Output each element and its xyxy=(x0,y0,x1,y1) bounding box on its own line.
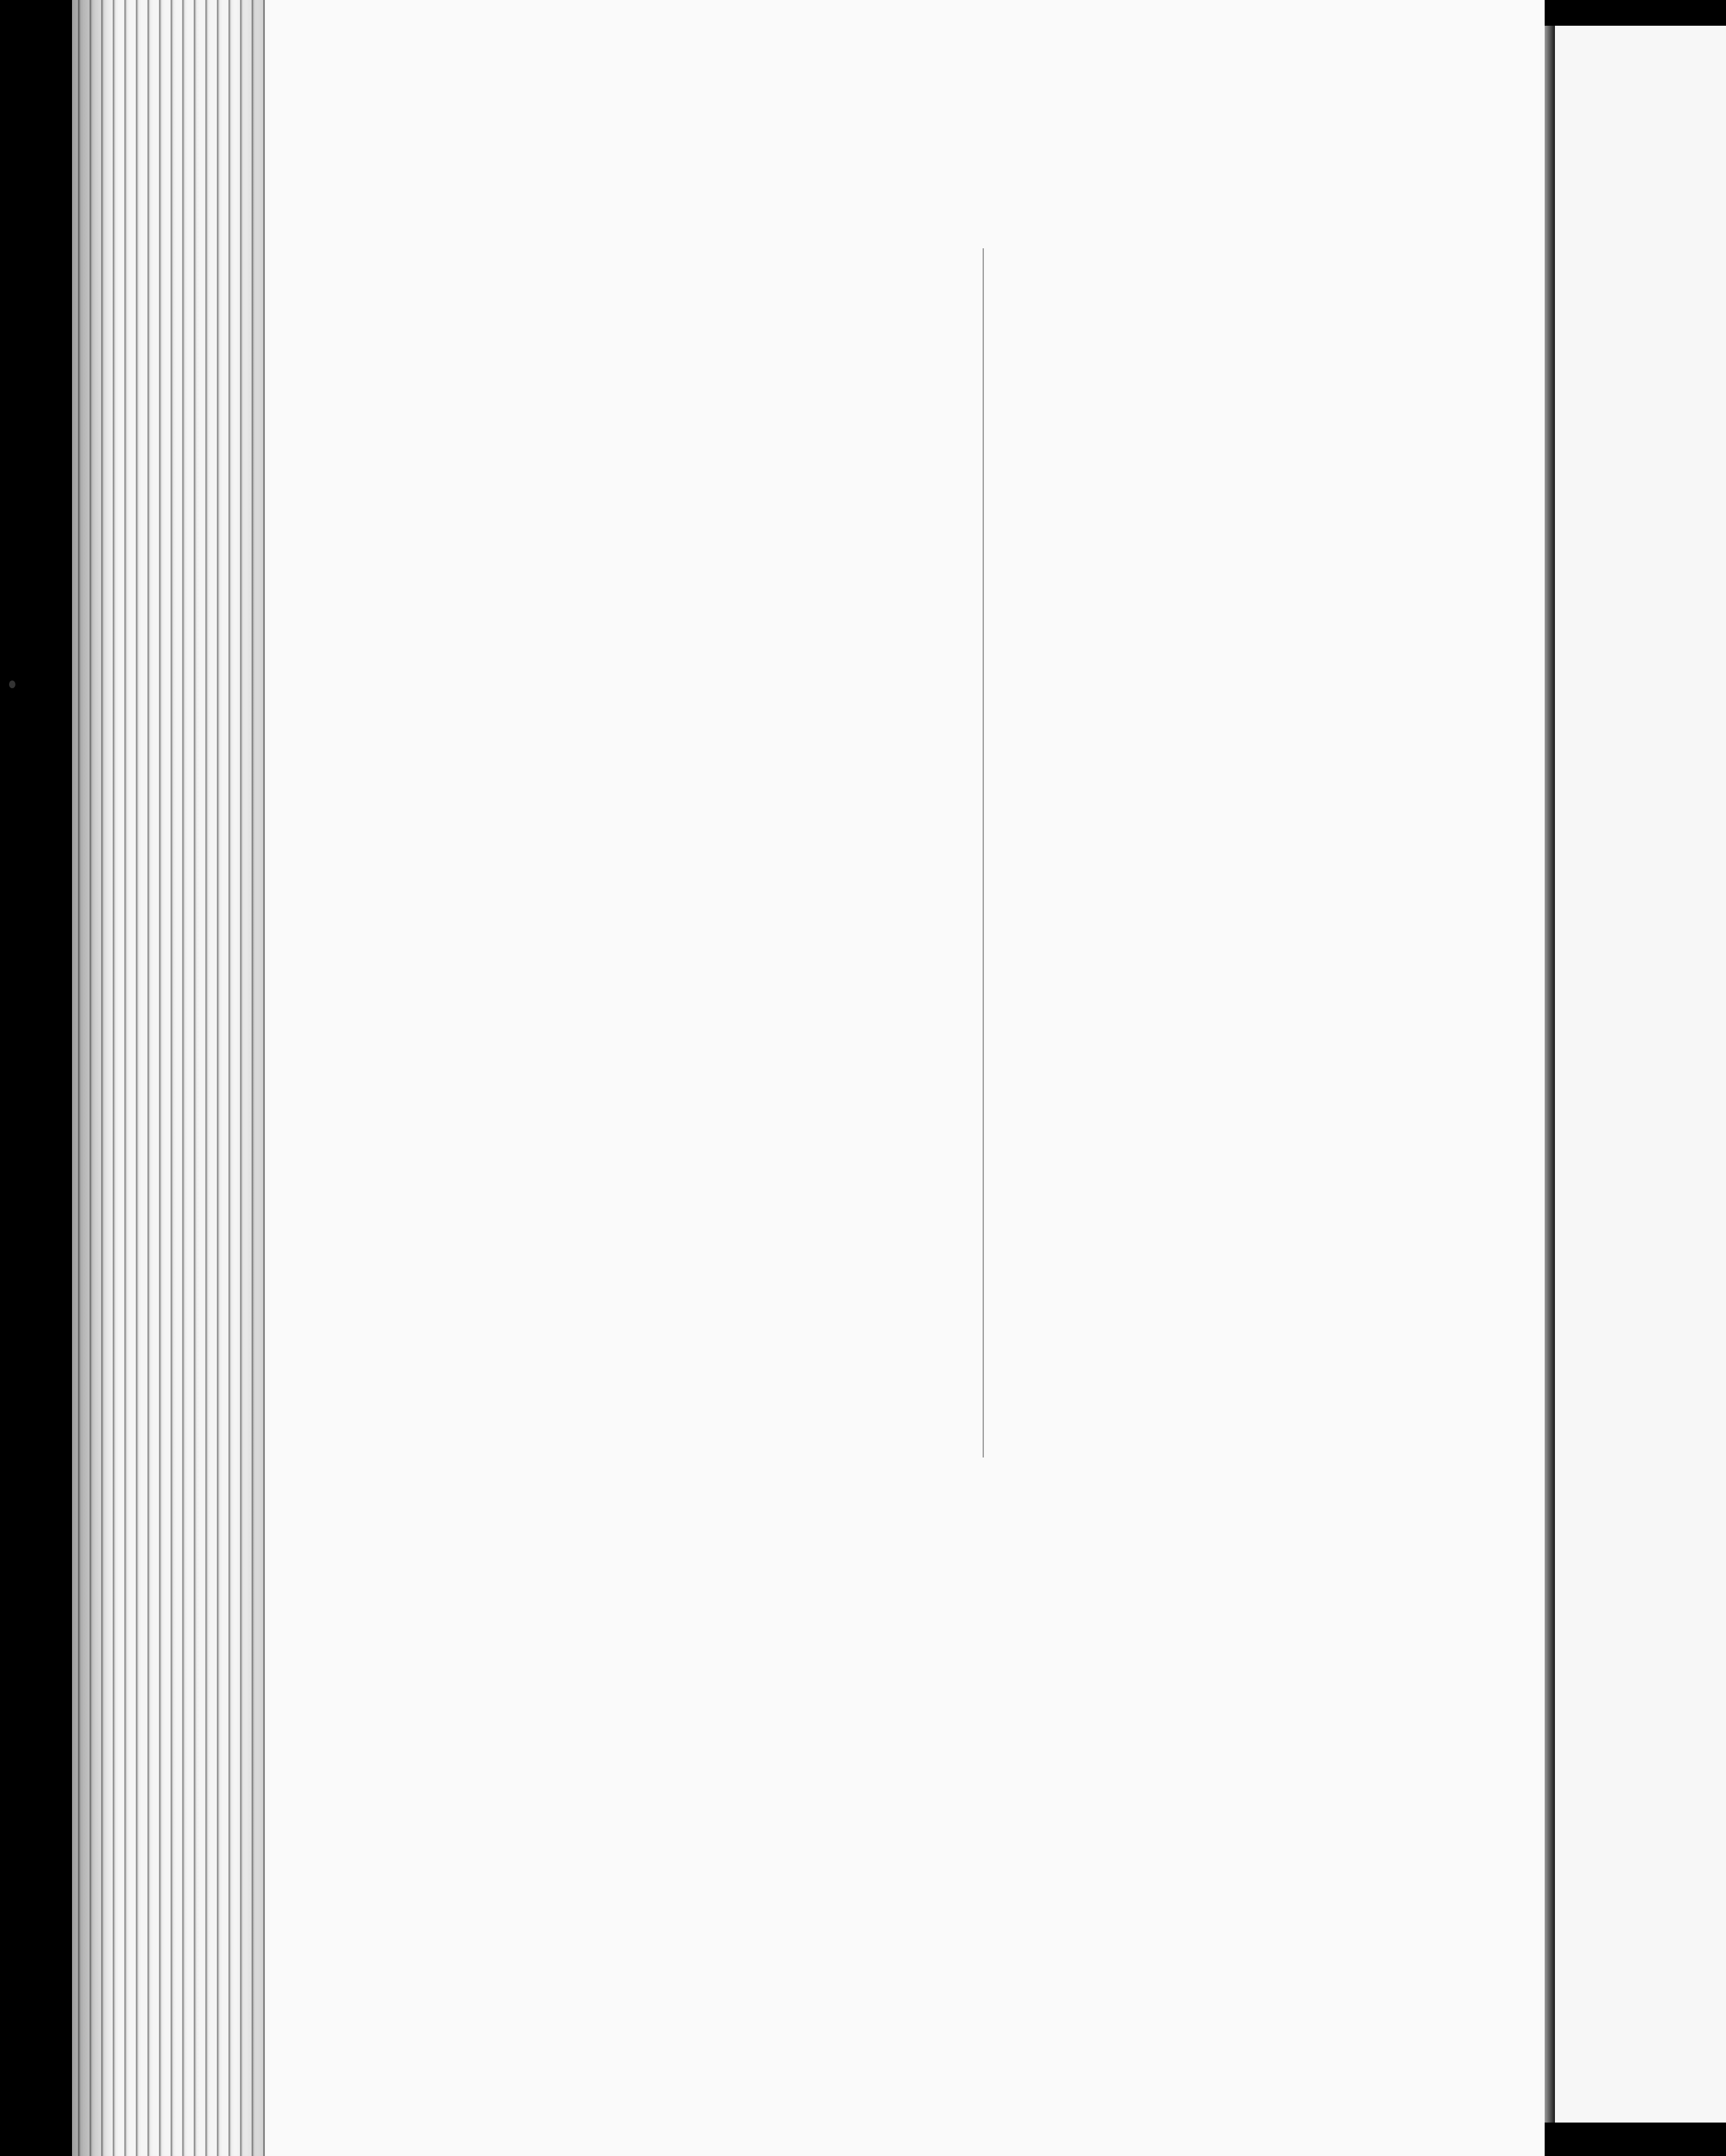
facing-page xyxy=(1555,26,1726,2123)
column-divider xyxy=(983,248,984,1457)
right-text-column xyxy=(992,248,1510,2114)
book-gutter xyxy=(1545,26,1555,2123)
book-edge-shadow xyxy=(72,0,265,2156)
scan-speck xyxy=(9,681,15,688)
left-text-column xyxy=(459,248,977,2114)
